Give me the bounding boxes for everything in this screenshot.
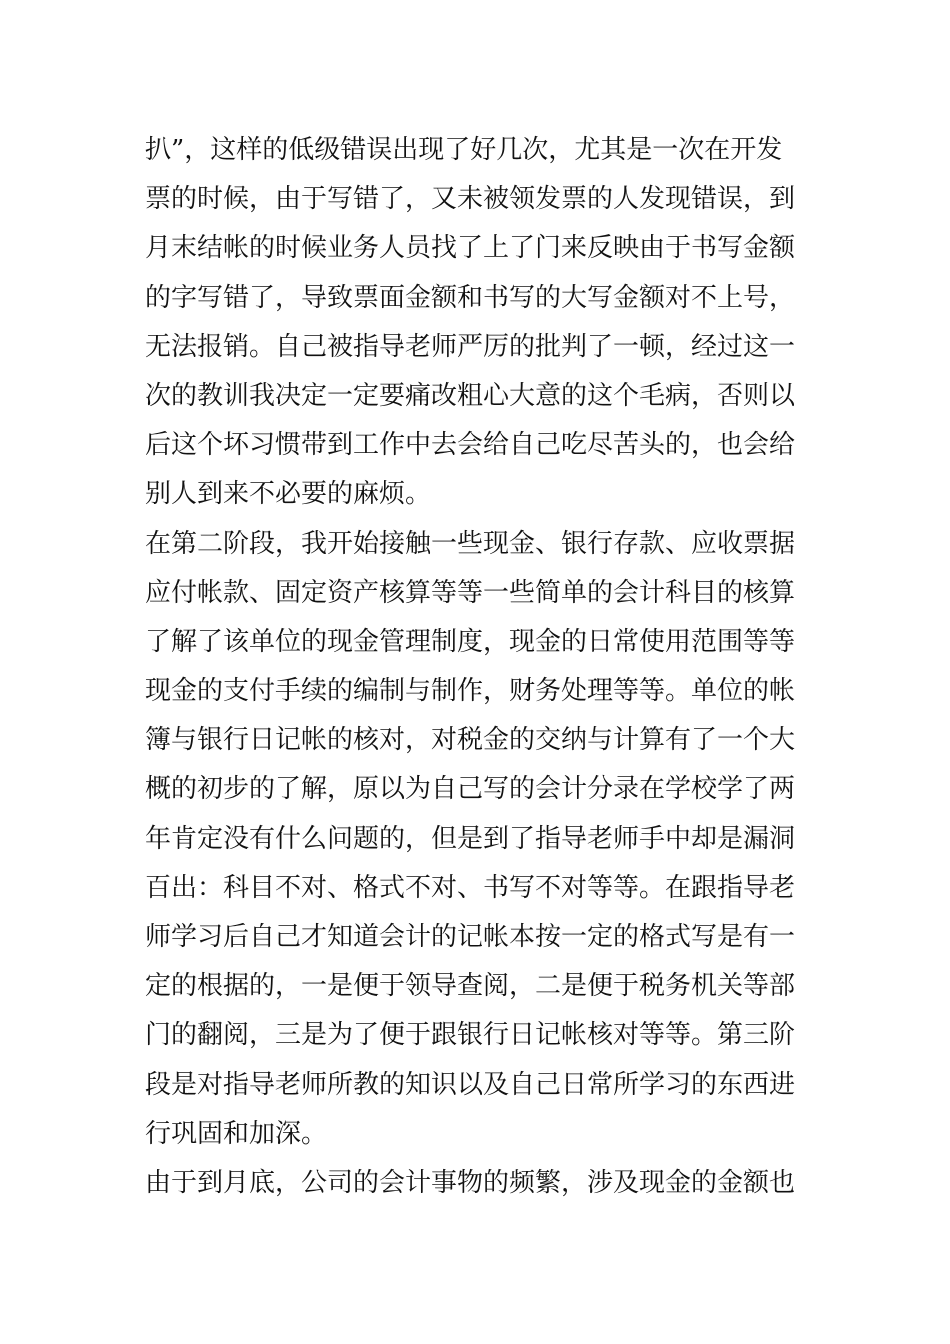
text-line: 无法报销。自己被指导老师严厉的批判了一顿，经过这一 — [145, 331, 796, 362]
text-line: 簿与银行日记帐的核对，对税金的交纳与计算有了一个大 — [145, 725, 796, 756]
text-line: 门的翻阅，三是为了便于跟银行日记帐核对等等。第三阶 — [145, 1020, 796, 1051]
text-line: 在第二阶段，我开始接触一些现金、银行存款、应收票据 — [145, 528, 796, 559]
text-line: 师学习后自己才知道会计的记帐本按一定的格式写是有一 — [145, 922, 796, 952]
text-line: 由于到月底，公司的会计事物的频繁，涉及现金的金额也 — [145, 1167, 796, 1198]
text-line: 了解了该单位的现金管理制度，现金的日常使用范围等等 — [145, 626, 796, 657]
text-line: 百出：科目不对、格式不对、书写不对等等。在跟指导老 — [145, 872, 796, 903]
text-line: 现金的支付手续的编制与制作，财务处理等等。单位的帐 — [145, 676, 796, 707]
text-line: 概的初步的了解，原以为自己写的会计分录在学校学了两 — [145, 774, 796, 805]
text-line: 别人到来不必要的麻烦。 — [145, 479, 432, 510]
text-line: 年肯定没有什么问题的，但是到了指导老师手中却是漏洞 — [145, 823, 796, 854]
text-line: 后这个坏习惯带到工作中去会给自己吃尽苦头的，也会给 — [145, 430, 796, 461]
text-line: 定的根据的，一是便于领导查阅，二是便于税务机关等部 — [145, 971, 796, 1002]
text-line: 扒”，这样的低级错误出现了好几次，尤其是一次在开发 — [145, 135, 783, 165]
text-line: 次的教训我决定一定要痛改粗心大意的这个毛病，否则以 — [145, 380, 796, 411]
text-line: 应付帐款、固定资产核算等等一些简单的会计科目的核算 — [145, 577, 796, 608]
text-line: 票的时候，由于写错了，又未被领发票的人发现错误，到 — [145, 184, 796, 215]
text-line: 的字写错了，导致票面金额和书写的大写金额对不上号， — [145, 282, 796, 313]
text-line: 段是对指导老师所教的知识以及自己日常所学习的东西进 — [145, 1069, 796, 1100]
body-text — [145, 126, 815, 1208]
text-line: 行巩固和加深。 — [145, 1118, 328, 1149]
text-line: 月末结帐的时候业务人员找了上了门来反映由于书写金额 — [145, 233, 796, 264]
